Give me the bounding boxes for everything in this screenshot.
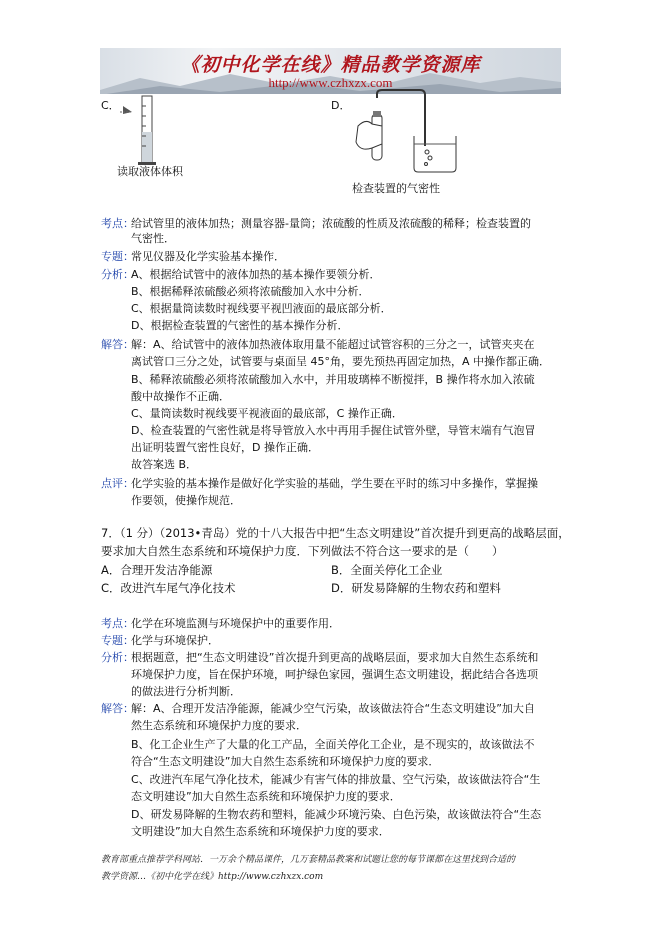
footer-line-1: 教育部重点推荐学科网站．一万余个精品课件，几万套精品教案和试题让您的每节课都在这里找到合适的 [101,855,516,865]
q6-fenxi-label: 分析： [101,268,134,281]
q6-kaodian-label: 考点： [101,217,134,230]
q6-jieda-line: 离试管口三分之处，试管要与桌面呈 45°角，要先预热再固定加热，A 中操作都正确． [131,355,551,368]
q6-dianping-line: 作要领，使操作规范． [131,494,241,507]
q7-option-a[interactable]: A．合理开发洁净能源 [101,563,213,577]
q6-kaodian-line: 给试管里的液体加热；测量容器-量筒；浓硫酸的性质及浓硫酸的稀释；检查装置的 [131,217,531,230]
q7-fenxi-line: 根据题意，把“生态文明建设”首次提升到更高的战略层面，要求加大自然生态系统和 [131,651,539,664]
q7-jieda-label: 解答： [101,702,134,715]
q7-fenxi-line: 环境保护力度，旨在保护环境，呵护绿色家园，强调生态文明建设，据此结合各选项 [131,668,538,681]
footer-line-2[interactable]: 教学资源…《初中化学在线》http://www.czhxzx.com [101,872,324,882]
option-c-caption: 读取液体体积 [117,165,183,178]
q7-jieda-line: 解：A、合理开发洁净能源，能减少空气污染，故该做法符合“生态文明建设”加大自 [131,702,535,715]
q7-kaodian-label: 考点： [101,617,134,630]
q6-kaodian-line: 气密性． [131,232,175,245]
q6-dianping-line: 化学实验的基本操作是做好化学实验的基础，学生要在平时的练习中多操作，掌握操 [131,477,538,490]
airtightness-check-figure [352,86,472,176]
q7-option-c[interactable]: C．改进汽车尾气净化技术 [101,581,236,595]
q7-jieda-line: B、化工企业生产了大量的化工产品，全面关停化工企业，是不现实的，故该做法不 [131,738,535,751]
q6-fenxi-line: A、根据给试管中的液体加热的基本操作要领分析． [131,268,381,281]
q6-zhuanti-label: 专题： [101,250,134,263]
q7-jieda-line: 态文明建设”加大自然生态系统和环境保护力度的要求． [131,790,401,803]
q6-jieda-line: B、稀释浓硫酸必须将浓硫酸加入水中，并用玻璃棒不断搅拌，B 操作将水加入浓硫 [131,373,535,386]
q6-jieda-line: 解：A、给试管中的液体加热液体取用量不能超过试管容积的三分之一，试管夹夹在 [131,338,535,351]
q6-jieda-line: 出证明装置气密性良好，D 操作正确． [131,441,319,454]
q6-jieda-line: 故答案选 B． [131,458,198,471]
q7-jieda-line: 文明建设”加大自然生态系统和环境保护力度的要求． [131,825,390,838]
q7-fenxi-label: 分析： [101,651,134,664]
q7-jieda-line: C、改进汽车尾气净化技术，能减少有害气体的排放量、空气污染，故该做法符合“生 [131,773,541,786]
q7-stem-line: 7．（1 分）（2013•青岛）党的十八大报告中把“生态文明建设”首次提升到更高的战略层面， [101,526,570,540]
option-c-label: C． [101,99,120,112]
q6-fenxi-line: C、根据量筒读数时视线要平视凹液面的最底部分析． [131,302,392,315]
q7-kaodian-text: 化学在环境监测与环境保护中的重要作用． [131,617,340,630]
q7-jieda-line: 符合“生态文明建设”加大自然生态系统和环境保护力度的要求． [131,755,440,768]
q6-jieda-label: 解答： [101,338,134,351]
q6-fenxi-line: B、根据稀释浓硫酸必须将浓硫酸加入水中分析． [131,285,370,298]
q7-fenxi-line: 的做法进行分析判断． [131,685,241,698]
q6-jieda-line: C、量筒读数时视线要平视液面的最底部，C 操作正确． [131,407,403,420]
q7-option-b[interactable]: B．全面关停化工企业 [331,563,443,577]
header-banner [100,48,561,94]
option-d-caption: 检查装置的气密性 [352,182,440,195]
q7-zhuanti-label: 专题： [101,634,134,647]
q6-jieda-line: D、检查装置的气密性就是将导管放入水中再用手握住试管外壁，导管末端有气泡冒 [131,424,536,437]
graduated-cylinder-figure [118,92,168,167]
q7-option-d[interactable]: D．研发易降解的生物农药和塑料 [331,581,501,595]
q7-stem-line: 要求加大自然生态系统和环境保护力度．下列做法不符合这一要求的是（ ） [101,544,504,558]
q6-dianping-label: 点评： [101,477,134,490]
q7-zhuanti-text: 化学与环境保护． [131,634,219,647]
banner-url[interactable]: http://www.czhxzx.com [268,75,393,90]
q6-jieda-line: 酸中故操作不正确． [131,390,230,403]
q7-jieda-line: 然生态系统和环境保护力度的要求． [131,719,307,732]
q6-fenxi-line: D、根据检查装置的气密性的基本操作分析． [131,319,349,332]
q7-jieda-line: D、研发易降解的生物农药和塑料，能减少环境污染、白色污染，故该做法符合“生态 [131,808,542,821]
banner-title: 《初中化学在线》精品教学资源库 [180,54,481,76]
option-d-label: D． [331,99,351,112]
q6-zhuanti-text: 常见仪器及化学实验基本操作． [131,250,285,263]
